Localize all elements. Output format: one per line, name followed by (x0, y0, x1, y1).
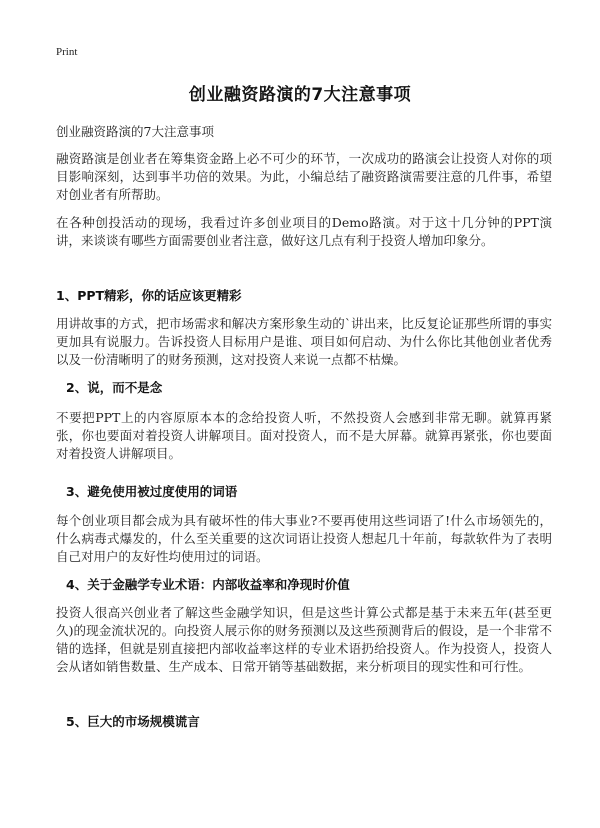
section-1-heading: 1、PPT精彩，你的话应该更精彩 (56, 288, 242, 303)
section-1-body: 用讲故事的方式，把市场需求和解决方案形象生动的`讲出来，比反复论证那些所谓的事实更加具有说服力。告诉投资人目标用户是谁、项目如何启动、为什么你比其他创业者优秀以及一份清晰明了的财务预测，这对投资人来说一点都不枯燥。 (56, 316, 552, 367)
section-4-heading: 4、关于金融学专业术语：内部收益率和净现时价值 (66, 577, 350, 592)
section-5-heading: 5、巨大的市场规模谎言 (66, 714, 200, 729)
document-subtitle: 创业融资路演的7大注意事项 (56, 124, 214, 139)
intro-paragraph-1: 融资路演是创业者在筹集资金路上必不可少的环节，一次成功的路演会让投资人对你的项目影响深刻，达到事半功倍的效果。为此，小编总结了融资路演需要注意的几件事，希望对创业者有所帮助。 (56, 151, 552, 202)
section-3-heading: 3、避免使用被过度使用的词语 (66, 484, 238, 499)
section-4-body: 投资人很高兴创业者了解这些金融学知识，但是这些计算公式都是基于未来五年(甚至更久)的现金流状况的。向投资人展示你的财务预测以及这些预测背后的假设，是一个非常不错的选择，但就是别直接把内部收益率这样的专业术语扔给投资人。作为投资人，投资人会从诸如销售数量、生产成本、日常开销等基础数据，来分析项目的现实性和可行性。 (56, 605, 552, 674)
intro-paragraph-2: 在各种创投活动的现场，我看过许多创业项目的Demo路演。对于这十几分钟的PPT演讲，来谈谈有哪些方面需要创业者注意，做好这几点有利于投资人增加印象分。 (56, 215, 552, 248)
section-3-body: 每个创业项目都会成为具有破坏性的伟大事业?不要再使用这些词语了!什么市场领先的，什么病毒式爆发的，什么至关重要的这次词语让投资人想起几十年前，每款软件为了表明自己对用户的友好性均使用过的词语。 (56, 513, 552, 564)
print-label: Print (56, 46, 78, 58)
section-2-heading: 2、说，而不是念 (66, 380, 163, 395)
document-title: 创业融资路演的7大注意事项 (188, 85, 412, 105)
section-2-body: 不要把PPT上的内容原原本本的念给投资人听，不然投资人会感到非常无聊。就算再紧张，你也要面对着投资人讲解项目。面对投资人，而不是大屏幕。就算再紧张，你也要面对着投资人讲解项目。 (56, 410, 552, 461)
